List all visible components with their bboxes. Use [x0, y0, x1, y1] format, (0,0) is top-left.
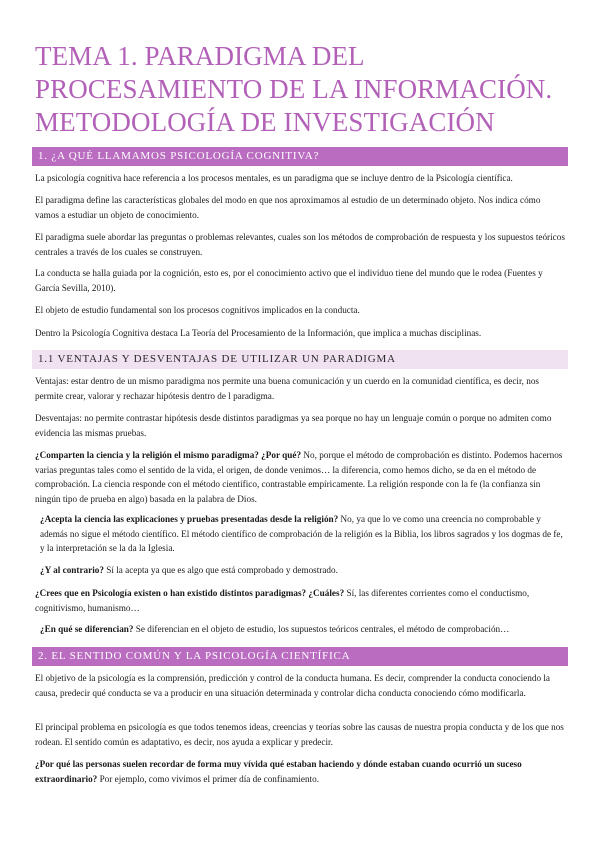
paragraph-main-problem: El principal problema en psicología es que todos tenemos ideas, creencias y teorías sobre las causas de nuestra propia conducta y de los que nos rodean. El sentido común es adaptativo, es decir, nos ayuda a explicar y predecir. — [35, 722, 564, 747]
question-text: ¿Acepta la ciencia las explicaciones y pruebas presentadas desde la religión? — [40, 514, 339, 524]
answer-text: Se diferencian en el objeto de estudio, los supuestos teóricos centrales, el método de comprobación… — [133, 624, 510, 634]
answer-text: No, porque el método de comprobación es distinto. Podemos hacernos varias preguntas tales como el sentido de la vida, el origen, de donde venimos… la diferencia, como hemos dicho, se da en el método de comprobación. La ciencia responde con el método científico, contrastable empíricamente. La religión responde con la fe (la confianza sin ningún tipo de prueba en algo) basada en la palabra de Dios. — [35, 450, 563, 504]
qa-paradigms-psychology — [35, 586, 565, 615]
title-line-1: TEMA 1. PARADIGMA DEL — [35, 41, 365, 71]
qa-science-religion — [35, 448, 565, 506]
qa-science-accepts-religion — [40, 512, 565, 556]
paragraph-4: La conducta se halla guiada por la cognición, esto es, por el conocimiento activo que el individuo tiene del mundo que le rodea (Fuentes y García Sevilla, 2010). — [35, 268, 543, 293]
answer-text: Por ejemplo, como vivimos el primer día de confinamiento. — [97, 773, 319, 784]
question-text: ¿Por qué las personas suelen recordar de forma muy vívida qué estaban haciendo y dónde estaban cuando ocurrió un suceso extraordinario? — [35, 759, 522, 784]
paragraph-5: El objeto de estudio fundamental son los procesos cognitivos implicados en la conducta. — [35, 305, 360, 315]
answer-text: No, ya que lo ve como una creencia no comprobable y además no sigue el método científico. El método científico de comprobación de la religión es la Biblia, los libros sagrados y los dogmas de fe, y la interpretación se la da la Iglesia. — [40, 514, 563, 554]
question-text: ¿Comparten la ciencia y la religión el mismo paradigma? ¿Por qué? — [35, 450, 302, 460]
question-text: ¿Crees que en Psicología existen o han existido distintos paradigmas? ¿Cuáles? — [35, 588, 345, 598]
paragraph-psychology-objective: El objetivo de la psicología es la comprensión, predicción y control de la conducta humana. Es decir, comprender la conducta conociendo la causa, predecir qué conducta se va a producir en una situación determinada y controlar dicha conducta conociendo cómo modificarla. — [35, 673, 550, 698]
paragraph-2: El paradigma define las características globales del modo en que nos aproximamos al estudio de un determinado objeto. Nos indica cómo vamos a estudiar un objeto de conocimiento. — [35, 195, 541, 220]
qa-vivid-memory — [35, 757, 565, 786]
paragraph-6: Dentro la Psicología Cognitiva destaca La Teoría del Procesamiento de la Información, que implica a muchas disciplinas. — [35, 328, 482, 338]
qa-differences — [40, 622, 565, 637]
title-line-2: PROCESAMIENTO DE LA INFORMACIÓN. — [35, 74, 553, 104]
paragraph-advantages: Ventajas: estar dentro de un mismo paradigma nos permite una buena comunicación y un cuerdo en la comunidad científica, es decir, nos permite crear, valorar y rechazar hipótesis dentro de l paradigma. — [35, 376, 540, 401]
answer-text: Sí la acepta ya que es algo que está comprobado y demostrado. — [103, 565, 338, 575]
section-heading-2: 2. EL SENTIDO COMÚN Y LA PSICOLOGÍA CIENTÍFICA — [32, 647, 568, 666]
page-title — [35, 40, 580, 139]
paragraph-3: El paradigma suele abordar las preguntas o problemas relevantes, cuales son los métodos de comprobación de respuesta y los supuestos teóricos centrales a través de los cuales se construyen. — [35, 232, 565, 257]
paragraph-disadvantages: Desventajas: no permite contrastar hipótesis desde distintos paradigmas ya sea porque no hay un lenguaje común o porque no admiten como evidencia las mismas pruebas. — [35, 413, 552, 438]
section-heading-1-1: 1.1 VENTAJAS Y DESVENTAJAS DE UTILIZAR UN PARADIGMA — [32, 350, 568, 369]
question-text: ¿En qué se diferencian? — [40, 624, 134, 634]
title-line-3: METODOLOGÍA DE INVESTIGACIÓN — [35, 107, 495, 137]
question-text: ¿Y al contrario? — [40, 565, 104, 575]
section-heading-1: 1. ¿A QUÉ LLAMAMOS PSICOLOGÍA COGNITIVA? — [32, 147, 568, 166]
answer-text: Sí, las diferentes corrientes como el conductismo, cognitivismo, humanismo… — [35, 588, 530, 613]
qa-contrary — [40, 563, 565, 578]
paragraph-1: La psicología cognitiva hace referencia a los procesos mentales, es un paradigma que se incluye dentro de la Psicología científica. — [35, 173, 513, 183]
